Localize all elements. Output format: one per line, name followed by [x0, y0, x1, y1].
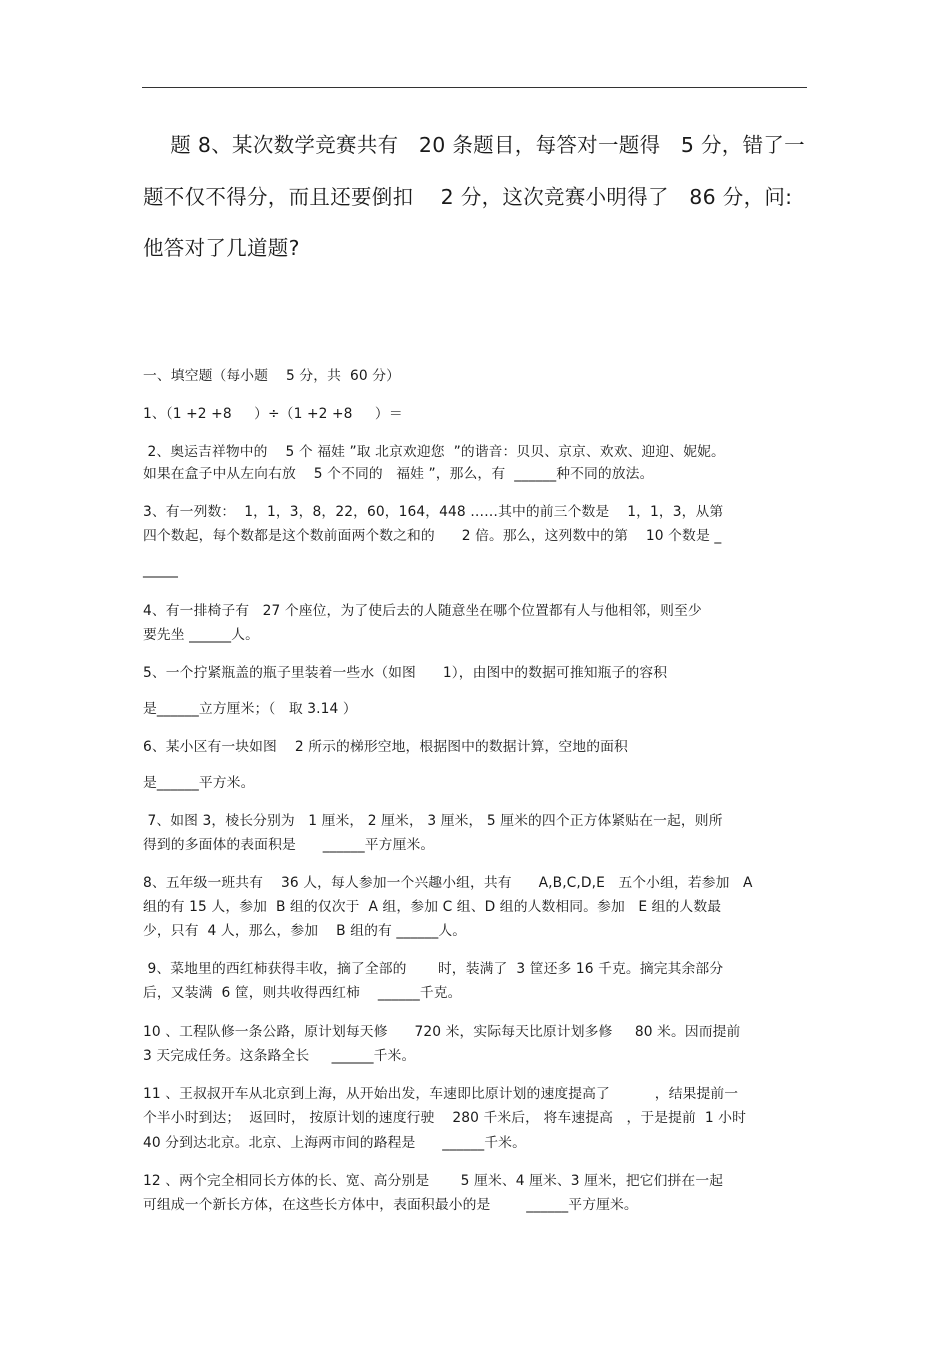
question-11-line-3: 40 分到达北京。北京、上海两市间的路程是 ______千米。: [143, 1135, 526, 1151]
question-4-line-2: 要先坐 ______人。: [143, 627, 259, 643]
question-7-line-1: 7、如图 3，棱长分别为 1 厘米， 2 厘米， 3 厘米， 5 厘米的四个正方体紧贴在一起，则所: [143, 813, 723, 829]
question-12-line-1: 12 、两个完全相同长方体的长、宽、高分别是 5 厘米、4 厘米、3 厘米，把它们拼在一起: [143, 1173, 724, 1189]
problem8-line-2: 题不仅不得分，而且还要倒扣 2 分，这次竞赛小明得了 86 分，问:: [143, 185, 793, 209]
question-3-line-2: 四个数起，每个数都是这个数前面两个数之和的 2 倍。那么，这列数中的第 10 个数是 _: [143, 528, 722, 544]
question-5-line-2: 是______立方厘米；（ 取 3.14 ）: [143, 701, 357, 717]
question-9-line-2: 后，又装满 6 筐，则共收得西红柿 ______千克。: [143, 985, 462, 1001]
problem8-line-3: 他答对了几道题?: [143, 236, 300, 260]
question-4-line-1: 4、有一排椅子有 27 个座位，为了使后去的人随意坐在哪个位置都有人与他相邻，则至少: [143, 603, 702, 619]
question-1: 1、（1 +2 +8 ）÷（1 +2 +8 ）＝: [143, 406, 403, 422]
question-11-line-2: 个半小时到达； 返回时， 按原计划的速度行驶 280 千米后， 将车速提高 ，于是提前 1 小时: [143, 1110, 747, 1126]
question-3-line-3: _____: [143, 562, 178, 578]
question-9-line-1: 9、菜地里的西红柿获得丰收，摘了全部的 时，装满了 3 筐还多 16 千克。摘完其余部分: [143, 961, 724, 977]
problem8-line-1: 题 8、某次数学竞赛共有 20 条题目，每答对一题得 5 分，错了一: [143, 133, 805, 157]
top-rule: [142, 87, 807, 88]
question-3-line-1: 3、有一列数： 1，1，3，8，22，60，164，448 ……其中的前三个数是 1，1，3，从第: [143, 504, 724, 520]
question-8-line-3: 少，只有 4 人，那么，参加 B 组的有 ______人。: [143, 923, 467, 939]
question-10-line-1: 10 、工程队修一条公路，原计划每天修 720 米，实际每天比原计划多修 80 米。因而提前: [143, 1024, 741, 1040]
question-8-line-2: 组的有 15 人，参加 B 组的仅次于 A 组，参加 C 组、D 组的人数相同。参加 E 组的人数最: [143, 899, 722, 915]
section-title: 一、填空题（每小题 5 分，共 60 分）: [143, 368, 401, 384]
question-7-line-2: 得到的多面体的表面积是 ______平方厘米。: [143, 837, 435, 853]
question-2-line-1: 2、奥运吉祥物中的 5 个 福娃 ”取 北京欢迎您 ”的谐音：贝贝、京京、欢欢、迎迎、妮妮。: [143, 444, 725, 460]
question-6-line-1: 6、某小区有一块如图 2 所示的梯形空地，根据图中的数据计算，空地的面积: [143, 739, 628, 755]
question-8-line-1: 8、五年级一班共有 36 人，每人参加一个兴趣小组，共有 A,B,C,D,E 五个小组，若参加 A: [143, 875, 753, 891]
question-5-line-1: 5、一个拧紧瓶盖的瓶子里装着一些水（如图 1），由图中的数据可推知瓶子的容积: [143, 665, 668, 681]
question-11-line-1: 11 、王叔叔开车从北京到上海，从开始出发，车速即比原计划的速度提高了 ，结果提前一: [143, 1086, 739, 1102]
question-6-line-2: 是______平方米。: [143, 775, 255, 791]
question-10-line-2: 3 天完成任务。这条路全长 ______千米。: [143, 1048, 416, 1064]
question-12-line-2: 可组成一个新长方体，在这些长方体中，表面积最小的是 ______平方厘米。: [143, 1197, 638, 1213]
question-2-line-2: 如果在盒子中从左向右放 5 个不同的 福娃 ”，那么，有 ______种不同的放法。: [143, 466, 654, 482]
